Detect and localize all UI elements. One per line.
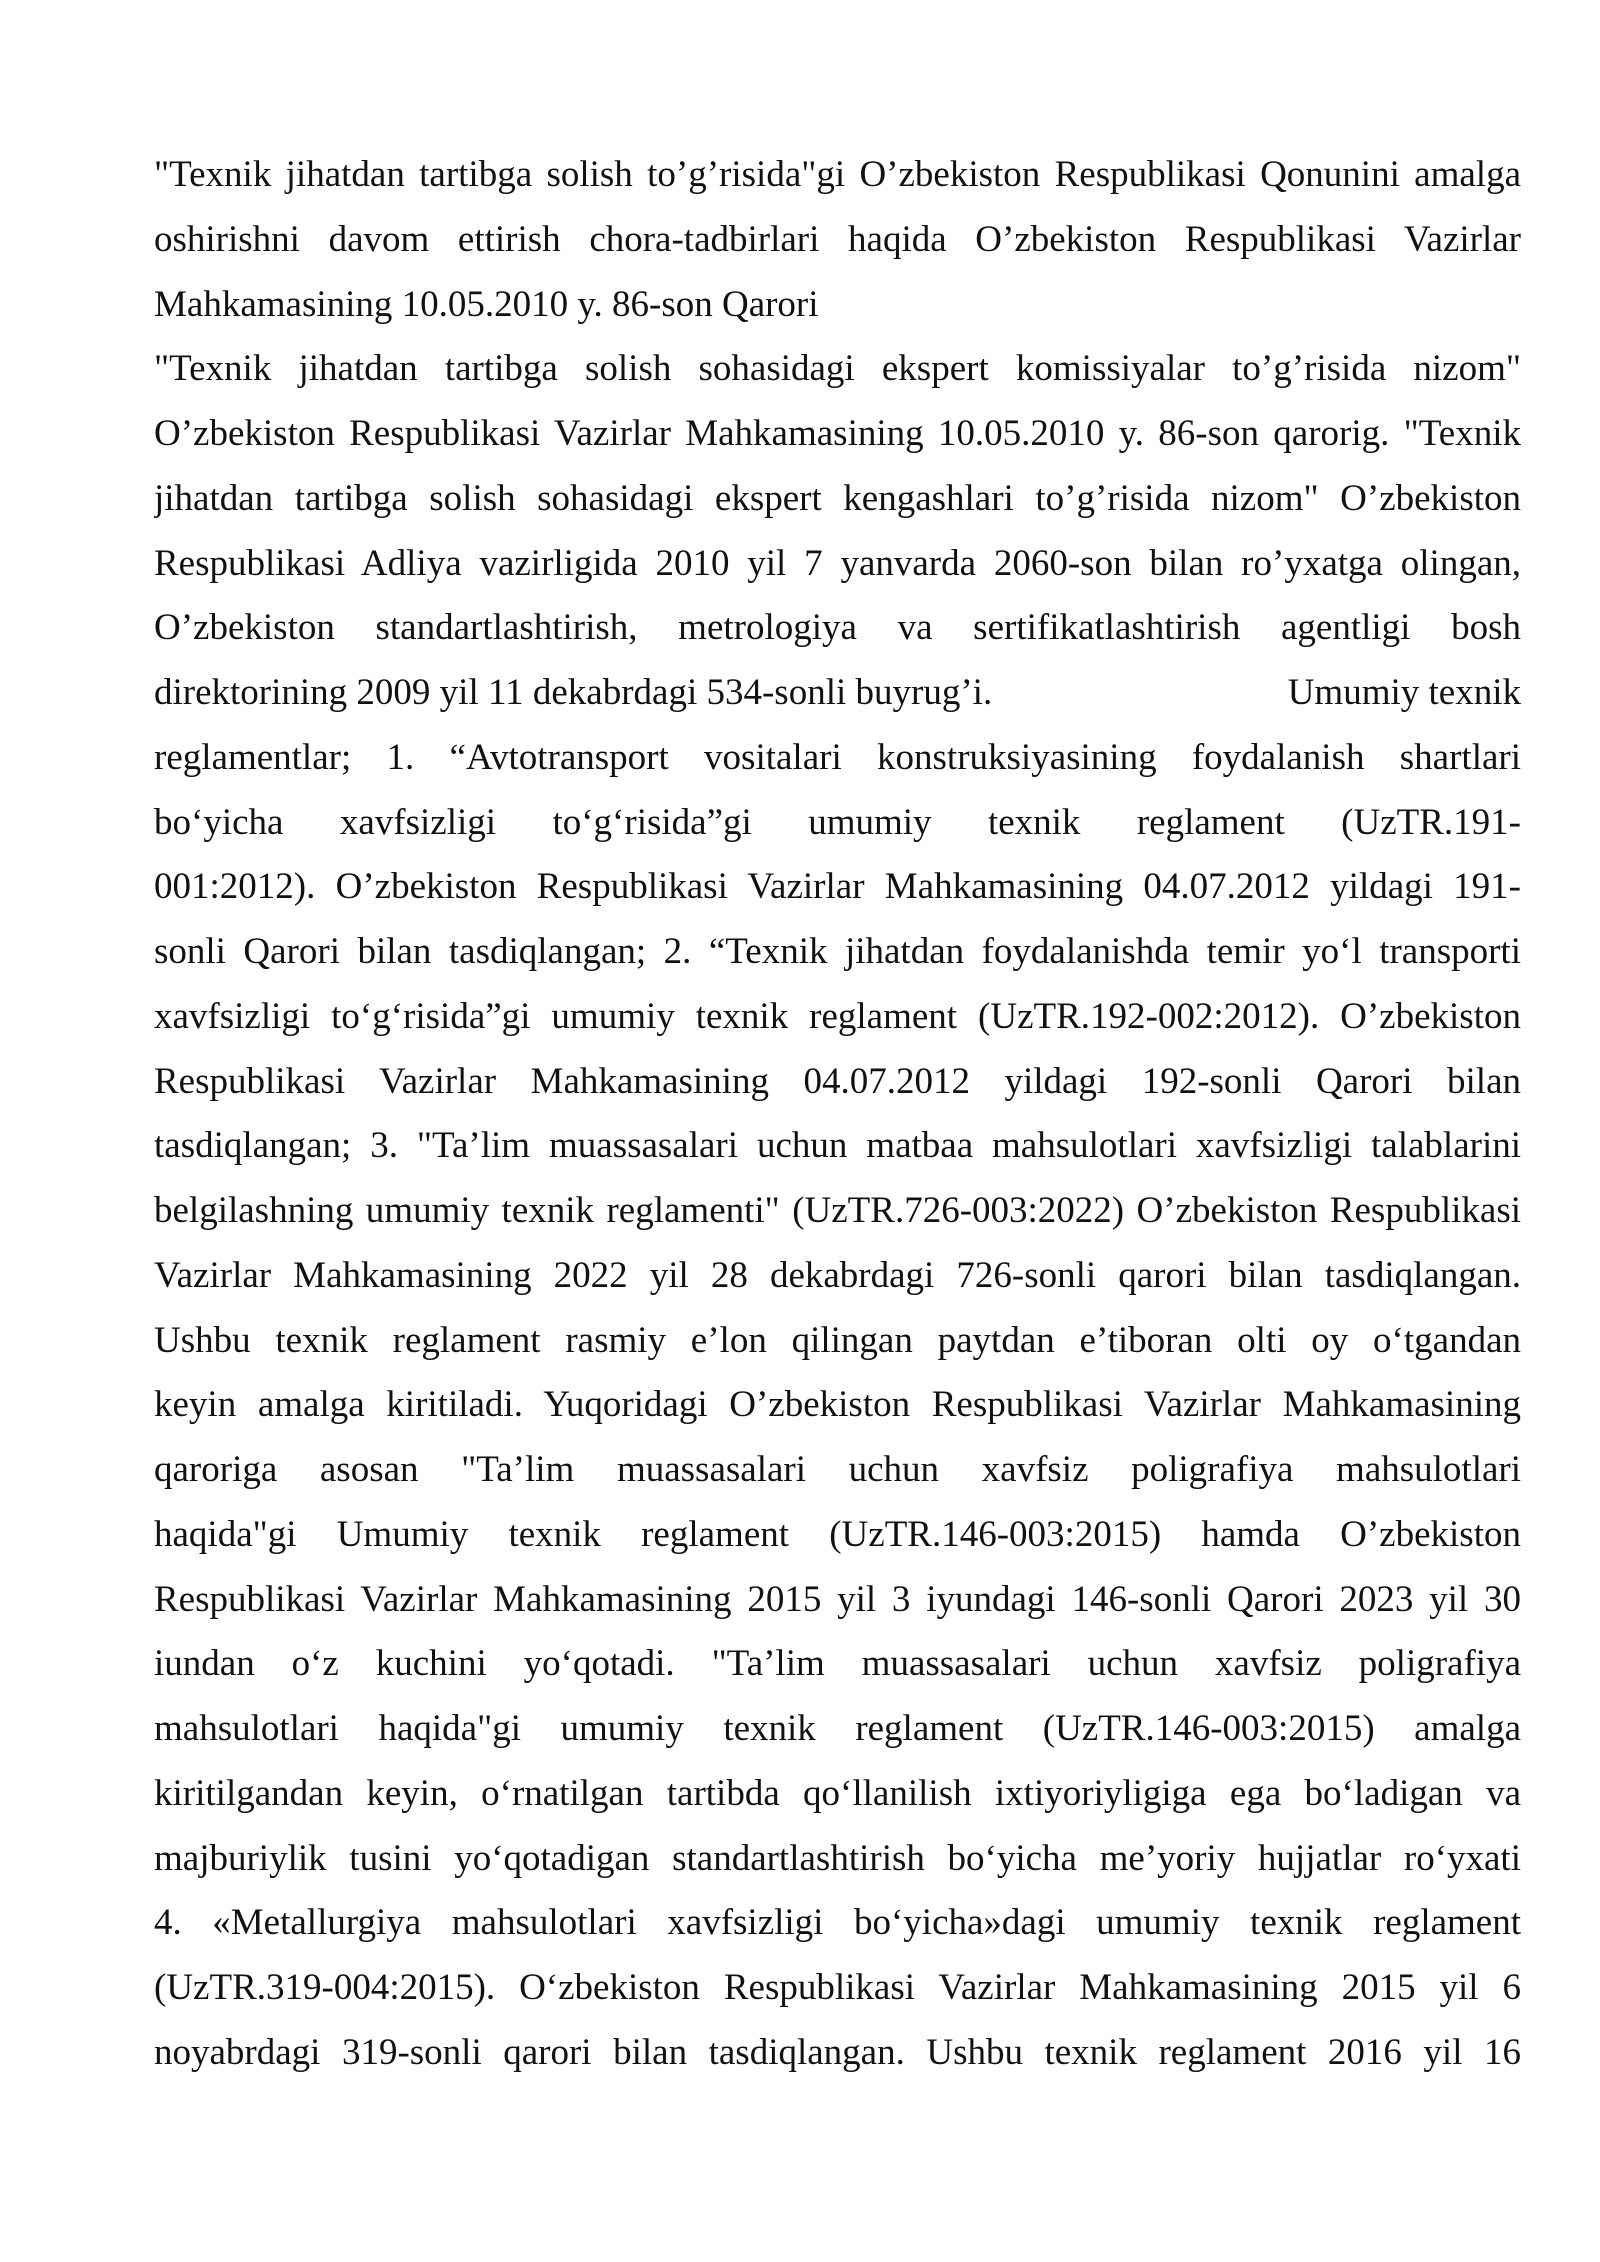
text-line: "Texnik jihatdan tartibga solish sohasidagi ekspert komissiyalar to’g’risida nizom" — [154, 348, 1521, 390]
text-line: oshirishni davom ettirish chora-tadbirlari haqida O’zbekiston Respublikasi Vazirlar — [154, 218, 1521, 260]
text-line: (UzTR.319-004:2015). O‘zbekiston Respublikasi Vazirlar Mahkamasining 2015 yil 6 — [154, 1967, 1521, 2008]
text-line — [154, 661, 1521, 726]
text-line: kiritilgandan keyin, o‘rnatilgan tartibda qo‘llanilish ixtiyoriyligiga ega bo‘ladigan va — [154, 1772, 1521, 1814]
text-line: Respublikasi Adliya vazirligida 2010 yil 7 yanvarda 2060-son bilan ro’yxatga olingan, — [154, 542, 1521, 584]
text-line: xavfsizligi to‘g‘risida”gi umumiy texnik reglament (UzTR.192-002:2012). O’zbekiston — [154, 995, 1521, 1037]
text-line: keyin amalga kiritiladi. Yuqoridagi O’zbekiston Respublikasi Vazirlar Mahkamasining — [154, 1384, 1521, 1426]
text-line: Mahkamasining 10.05.2010 y. 86-son Qarori — [154, 283, 819, 325]
text-line: O’zbekiston standartlashtirish, metrologiya va sertifikatlashtirish agentligi bosh — [154, 607, 1521, 649]
text-line: sonli Qarori bilan tasdiqlangan; 2. “Texnik jihatdan foydalanishda temir yo‘l transporti — [154, 931, 1521, 972]
text-line: bo‘yicha xavfsizligi to‘g‘risida”gi umumiy texnik reglament (UzTR.191- — [154, 801, 1521, 843]
text-line: mahsulotlari haqida"gi umumiy texnik reglament (UzTR.146-003:2015) amalga — [154, 1708, 1521, 1749]
text-line: Respublikasi Vazirlar Mahkamasining 04.07.2012 yildagi 192-sonli Qarori bilan — [154, 1060, 1521, 1102]
text-line: O’zbekiston Respublikasi Vazirlar Mahkamasining 10.05.2010 y. 86-son qarorig. "Texnik — [154, 413, 1521, 454]
body-text — [154, 143, 1521, 2086]
text-line: haqida"gi Umumiy texnik reglament (UzTR.146-003:2015) hamda O’zbekiston — [154, 1513, 1521, 1555]
text-line: 001:2012). O’zbekiston Respublikasi Vazirlar Mahkamasining 04.07.2012 yildagi 191- — [154, 866, 1521, 908]
text-line: "Texnik jihatdan tartibga solish to’g’risida"gi O’zbekiston Respublikasi Qonunini amalga — [154, 154, 1521, 195]
text-line: 4. «Metallurgiya mahsulotlari xavfsizligi bo‘yicha»dagi umumiy texnik reglament — [154, 1902, 1521, 1944]
text-line: jihatdan tartibga solish sohasidagi ekspert kengashlari to’g’risida nizom" O’zbekiston — [154, 477, 1521, 519]
text-line: belgilashning umumiy texnik reglamenti" (UzTR.726-003:2022) O’zbekiston Respublikasi — [154, 1190, 1521, 1231]
text-line: qaroriga asosan "Ta’lim muassasalari uchun xavfsiz poligrafiya mahsulotlari — [154, 1449, 1521, 1490]
text-line-segment: Umumiy texnik — [1287, 672, 1521, 713]
text-line: Respublikasi Vazirlar Mahkamasining 2015 yil 3 iyundagi 146-sonli Qarori 2023 yil 30 — [154, 1578, 1521, 1620]
text-line-segment: direktorining 2009 yil 11 dekabrdagi 534-sonli buyrug’i. — [154, 672, 993, 713]
text-line: reglamentlar; 1. “Avtotransport vositalari konstruksiyasining foydalanish shartlari — [154, 736, 1521, 778]
text-line: tasdiqlangan; 3. "Ta’lim muassasalari uchun matbaa mahsulotlari xavfsizligi talablarini — [154, 1125, 1521, 1167]
text-line: majburiylik tusini yo‘qotadigan standartlashtirish bo‘yicha me’yoriy hujjatlar ro‘yxati — [154, 1837, 1521, 1879]
text-line: iundan o‘z kuchini yo‘qotadi. "Ta’lim muassasalari uchun xavfsiz poligrafiya — [154, 1643, 1521, 1685]
text-line: noyabrdagi 319-sonli qarori bilan tasdiqlangan. Ushbu texnik reglament 2016 yil 16 — [154, 2031, 1521, 2073]
text-line: Ushbu texnik reglament rasmiy e’lon qilingan paytdan e’tiboran olti oy o‘tgandan — [154, 1319, 1521, 1361]
text-line: Vazirlar Mahkamasining 2022 yil 28 dekabrdagi 726-sonli qarori bilan tasdiqlangan. — [154, 1254, 1521, 1296]
